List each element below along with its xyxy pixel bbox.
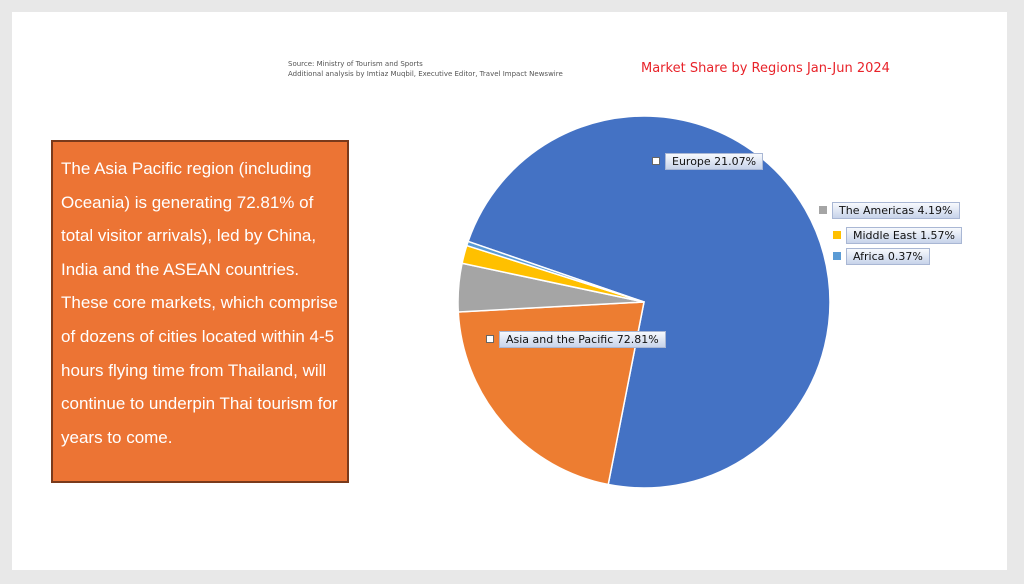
data-label-the-americas: The Americas 4.19% [832, 202, 960, 219]
pie-chart [12, 12, 1007, 570]
analysis-credit-line: Additional analysis by Imtiaz Muqbil, Executive Editor, Travel Impact Newswire [288, 70, 563, 78]
data-label-asia-and-the-pacific: Asia and the Pacific 72.81% [499, 331, 666, 348]
data-label-middle-east: Middle East 1.57% [846, 227, 962, 244]
legend-key-africa [833, 252, 841, 260]
slide [12, 12, 1007, 570]
legend-key-the-americas [819, 206, 827, 214]
chart-title: Market Share by Regions Jan-Jun 2024 [641, 61, 890, 76]
callout-text: The Asia Pacific region (including Oceania) is generating 72.81% of total visitor arrivals), led by China, India and the ASEAN countries. These core markets, which comprise of dozens of cities located within 4-5 hours flying time from Thailand, will continue to underpin Thai tourism for years to come. [61, 159, 338, 447]
data-label-africa: Africa 0.37% [846, 248, 930, 265]
data-label-europe: Europe 21.07% [665, 153, 763, 170]
legend-key-asia-and-the-pacific [486, 335, 494, 343]
legend-key-europe [652, 157, 660, 165]
source-line: Source: Ministry of Tourism and Sports [288, 60, 423, 68]
legend-key-middle-east [833, 231, 841, 239]
